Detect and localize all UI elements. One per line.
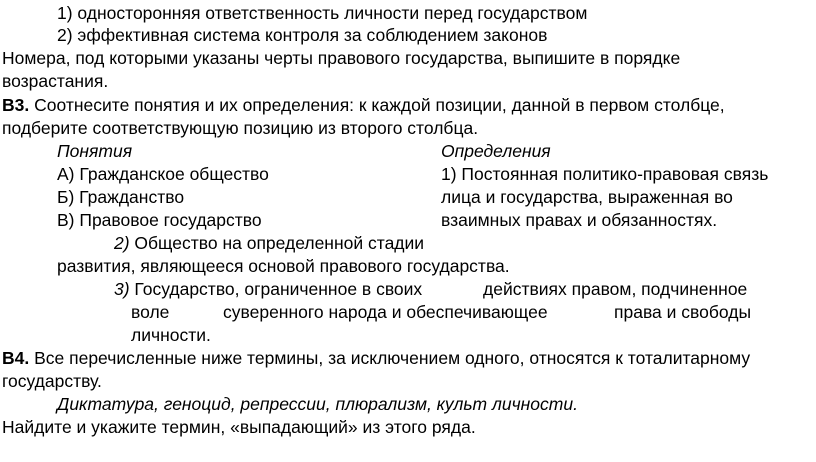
definition-3-line-1a bbox=[114, 278, 422, 300]
list-item-2: 2) эффективная система контроля за соблюдением законов bbox=[57, 25, 548, 45]
definition-2-line-2: развития, являющееся основой правового государства. bbox=[57, 256, 510, 276]
definition-3-line-2a: воле bbox=[131, 302, 170, 322]
definition-2-line-1 bbox=[114, 232, 424, 254]
definitions-header: Определения bbox=[441, 141, 551, 161]
concept-b: Б) Гражданство bbox=[57, 187, 185, 207]
list-item-1: 1) односторонняя ответственность личности перед государством bbox=[57, 3, 588, 23]
b4-terms: Диктатура, геноцид, репрессии, плюрализм, культ личности. bbox=[57, 394, 578, 414]
definition-3-line-2c: права и свободы bbox=[614, 302, 752, 322]
concept-a: А) Гражданское общество bbox=[57, 164, 269, 184]
concepts-header: Понятия bbox=[57, 141, 133, 161]
definition-2-text: Общество на определенной стадии bbox=[129, 233, 425, 253]
b3-question-text: Соотнесите понятия и их определения: к каждой позиции, данной в первом столбце, bbox=[29, 95, 725, 115]
definition-3-line-3: личности. bbox=[131, 325, 211, 345]
b4-label: В4. bbox=[2, 348, 30, 368]
concept-c: В) Правовое государство bbox=[57, 210, 262, 230]
b3-label: В3. bbox=[2, 95, 30, 115]
instruction-line-2: возрастания. bbox=[2, 71, 109, 91]
definition-2-number: 2) bbox=[114, 233, 130, 253]
b3-question-line-2: подберите соответствующую позицию из второго столбца. bbox=[2, 118, 479, 138]
definition-3-line-2b: суверенного народа и обеспечивающее bbox=[223, 302, 548, 322]
definition-1-line-2: лица и государства, выраженная во bbox=[441, 187, 733, 207]
b4-question-text: Все перечисленные ниже термины, за исключением одного, относятся к тоталитарному bbox=[29, 348, 751, 368]
definition-3-text: Государство, ограниченное в своих bbox=[129, 279, 423, 299]
b4-task: Найдите и укажите термин, «выпадающий» из этого ряда. bbox=[2, 417, 476, 437]
b4-question-line-2: государству. bbox=[2, 371, 102, 391]
b3-question-line-1 bbox=[2, 94, 725, 116]
definition-3-line-1b: действиях правом, подчиненное bbox=[483, 279, 748, 299]
definition-3-number: 3) bbox=[114, 279, 130, 299]
definition-1-line-3: взаимных правах и обязанностях. bbox=[441, 210, 718, 230]
b4-question-line-1 bbox=[2, 347, 750, 369]
definition-1-line-1: 1) Постоянная политико-правовая связь bbox=[441, 164, 769, 184]
instruction-line-1: Номера, под которыми указаны черты правового государства, выпишите в порядке bbox=[2, 48, 681, 68]
